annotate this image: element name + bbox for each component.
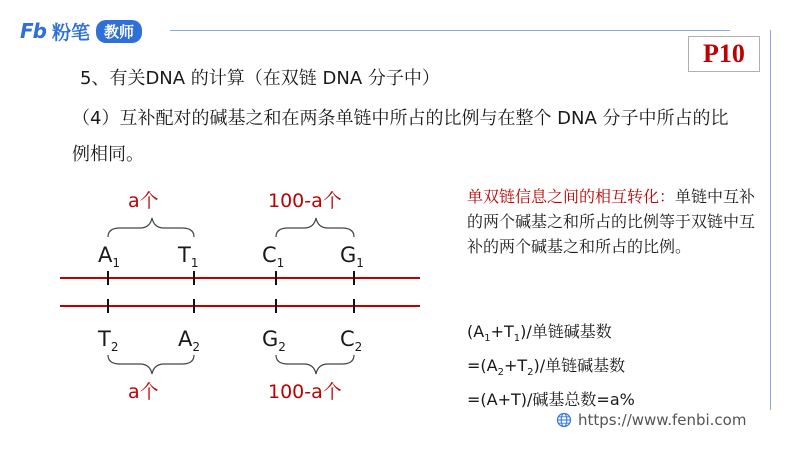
brace-bottom-left	[108, 355, 194, 374]
footer-url-text[interactable]: https://www.fenbi.com	[578, 411, 747, 429]
footer-link[interactable]	[556, 411, 746, 429]
logo-brand-name: 粉笔	[51, 21, 90, 44]
brace-top-left	[108, 218, 194, 237]
count-top-left: a个	[128, 190, 159, 212]
brace-bottom-right	[276, 355, 354, 374]
count-top-right: 100-a个	[268, 190, 342, 212]
brace-top-right	[276, 218, 354, 237]
page-number-badge: P10	[688, 36, 760, 72]
formula-line-1: $(A_1+T_1)/$单链碱基数	[467, 322, 612, 345]
count-bottom-right: 100-a个	[268, 381, 342, 403]
base-top-t1: $T_1$	[178, 243, 199, 270]
side-note-body: 单链中互补的两个碱基之和所占的比例等于双链中互补的两个碱基之和所占的比例。	[467, 187, 756, 256]
logo-tag: 教师	[96, 20, 142, 43]
base-bottom-g2: $G_2$	[262, 327, 286, 354]
formula-line-3: =(A+T)/碱基总数=a%	[467, 390, 635, 410]
base-top-a1: $A_1$	[98, 243, 121, 270]
base-bottom-a2: $A_2$	[178, 327, 201, 354]
formula-line-2: $=(A_2+T_2)/$单链碱基数	[467, 356, 626, 379]
base-top-c1: $C_1$	[262, 243, 285, 270]
logo-mark: Fb	[20, 19, 46, 43]
rule-paragraph: （4）互补配对的碱基之和在两条单链中所占的比例与在整个 DNA 分子中所占的比例相同。	[72, 108, 729, 165]
side-note-highlight: 单双链信息之间的相互转化：	[467, 187, 676, 206]
ratio-formula	[467, 318, 635, 413]
base-bottom-t2: $T_2$	[98, 327, 119, 354]
side-note	[467, 184, 767, 259]
section-heading: 5、有关DNA 的计算（在双链 DNA 分子中）	[80, 68, 440, 89]
base-top-g1: $G_1$	[340, 243, 364, 270]
count-bottom-left: a个	[128, 381, 159, 403]
base-bottom-c2: $C_2$	[340, 327, 363, 354]
globe-icon	[556, 412, 572, 428]
